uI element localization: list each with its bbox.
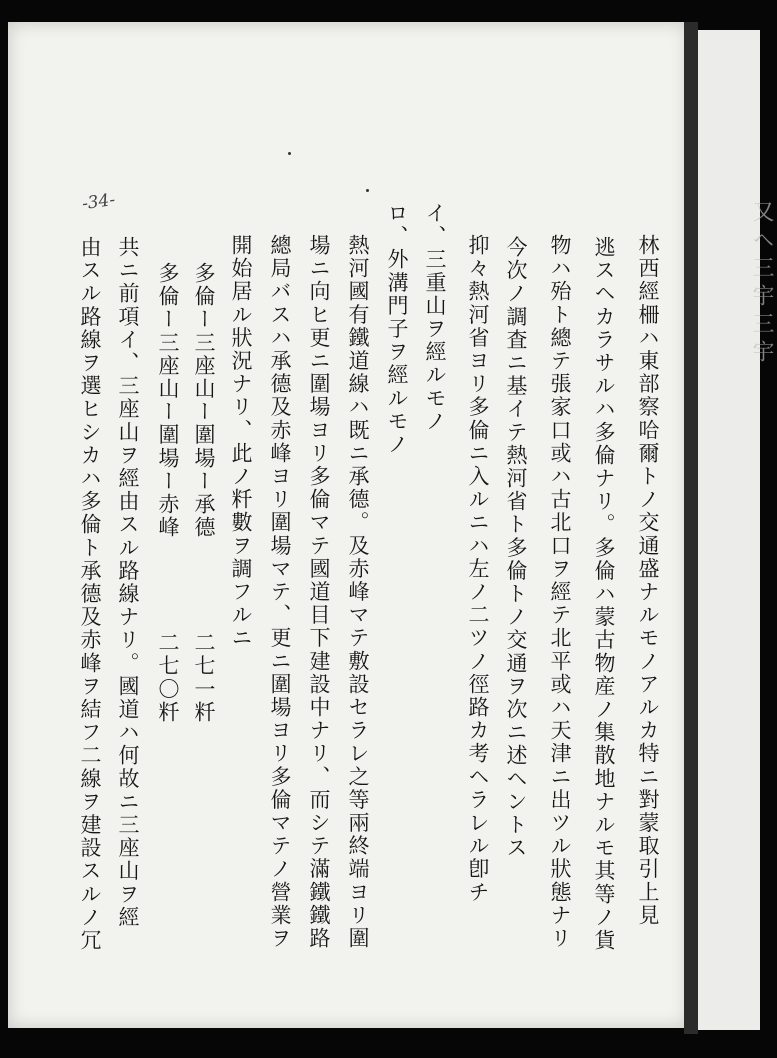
text-column-6: イ、三重山ヲ經ルモノ — [423, 202, 447, 433]
paper-speck — [288, 152, 291, 155]
text-column-8: 熱河國有鐵道線ハ既ニ承德。及赤峰マテ敷設セラレ之等兩終端ヨリ圍 — [346, 234, 370, 951]
text-column-5: 抑々熱河省ヨリ多倫ニ入ルニハ左ノ二ツノ徑路カ考ヘラレル卽チ — [466, 234, 490, 904]
page-number: -34- — [80, 189, 117, 215]
text-column-9: 場ニ向ヒ更ニ圍場ヨリ多倫マテ國道目下建設中ナリ、而シテ滿鐵鐵路 — [307, 234, 331, 951]
text-column-4: 今次ノ調査ニ基イテ熱河省ト多倫トノ交通ヲ次ニ述ヘントス — [504, 236, 528, 860]
text-column-15: 由スル路線ヲ選ヒシカハ多倫ト承德及赤峰ヲ結フ二線ヲ建設スルノ冗 — [78, 236, 102, 953]
text-column-7: ロ、外溝門子ヲ經ルモノ — [385, 202, 409, 457]
paper-speck — [366, 189, 369, 192]
text-column-10: 總局バスハ承德及赤峰ヨリ圍場マテ、更ニ圍場ヨリ多倫マテノ營業ヲ — [268, 234, 292, 951]
text-column-12: 多倫ー三座山ー圍場ー承德 二七一粁 — [192, 262, 216, 724]
text-column-3: 物ハ殆ト總テ張家口或ハ古北口ヲ經テ北平或ハ天津ニ出ツル狀態ナリ — [548, 234, 572, 951]
text-column-1: 林西經柵ハ東部察哈爾トノ交通盛ナルモノアルカ特ニ對蒙取引上見 — [636, 234, 660, 927]
text-column-13: 多倫ー三座山ー圍場ー赤峰 二七〇粁 — [156, 262, 180, 724]
next-page-edge — [698, 30, 760, 1030]
text-column-14: 共ニ前項イ、三座山ヲ經由スル路線ナリ。國道ハ何故ニ三座山ヲ經 — [116, 236, 140, 929]
text-column-11: 開始居ル狀況ナリ、此ノ粁數ヲ調フルニ — [229, 234, 253, 650]
next-page-bleed-text: 又ヘ三宇三宇 — [749, 200, 774, 368]
book-gutter — [684, 22, 698, 1034]
text-column-2: 逃スヘカラサルハ多倫ナリ。多倫ハ蒙古物産ノ集散地ナルモ其等ノ貨 — [592, 236, 616, 953]
